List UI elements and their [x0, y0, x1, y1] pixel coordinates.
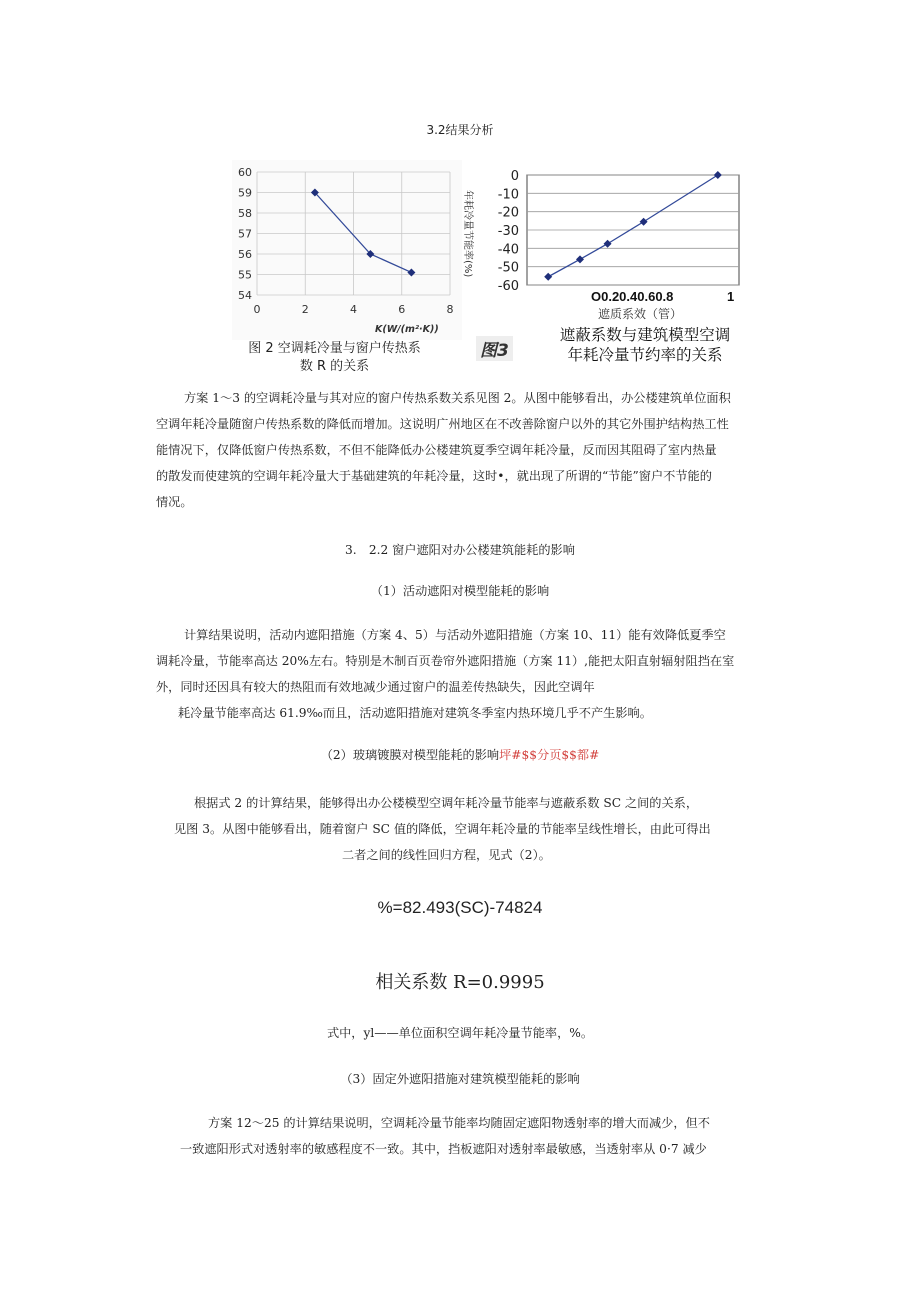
- text-line: 方案 1～3 的空调耗冷量与其对应的窗户传热系数关系见图 2。从图中能够看出，办公楼建筑单位面积: [184, 391, 731, 405]
- paragraph-3: [156, 790, 776, 868]
- data-point: [714, 171, 722, 179]
- data-point: [604, 240, 612, 248]
- text-line: 见图 3。从图中能够看出，随着窗户 SC 值的降低，空调年耗冷量的节能率呈线性增长，由此可得出: [174, 822, 711, 836]
- x-tick-label: 2: [301, 303, 309, 316]
- equation: %=82.493(SC)-74824: [377, 898, 543, 917]
- text-line: 二者之间的线性回归方程，见式（2）。: [342, 848, 551, 862]
- x-axis-label: 遮质系效（管）: [598, 307, 683, 321]
- x-tick-label: 4: [350, 303, 357, 316]
- y-tick-label: -50: [497, 260, 519, 276]
- correlation-coefficient: 相关系数 R=0.9995: [375, 972, 545, 993]
- text-line: 的散发而使建筑的空调年耗冷量大于基础建筑的年耗冷量，这时•，就出现了所谓的“节能”窗户不节能的: [156, 469, 712, 483]
- figure-3-caption: [535, 325, 755, 365]
- caption-line: 遮蔽系数与建筑模型空调: [559, 326, 731, 344]
- paragraph-1: [156, 385, 776, 515]
- text-line: 调耗冷量，节能率高达 20%左右。特别是木制百页卷帘外遮阳措施（方案 11）,能把太阳直射辐射阻挡在室: [156, 654, 735, 668]
- section-title: 3.2结果分析: [426, 123, 494, 137]
- x-tick-labels: O0.20.40.60.8: [591, 289, 674, 304]
- y-tick-label: 55: [238, 268, 252, 282]
- data-point: [640, 218, 648, 226]
- data-point: [576, 255, 584, 263]
- figure-3: [455, 165, 755, 370]
- y-tick-label: -60: [497, 279, 519, 294]
- text-line: 计算结果说明，活动内遮阳措施（方案 4、5）与活动外遮阳措施（方案 10、11）能有效降低夏季空: [184, 628, 726, 642]
- paragraph-2: [156, 622, 781, 726]
- figure-3-label: 图3: [476, 336, 513, 361]
- text-line: 耗冷量节能率高达 61.9‰而且，活动遮阳措施对建筑冬季室内热环境几乎不产生影响。: [178, 706, 652, 720]
- page-break-marker: 坪#$$分页$$都#: [499, 748, 600, 762]
- y-tick-label: -20: [497, 205, 519, 221]
- y-axis-label: 年耗冷量节能率(%): [462, 190, 473, 278]
- heading-2-text: （2）玻璃镀膜对模型能耗的影响: [320, 748, 500, 762]
- data-point: [544, 273, 552, 281]
- heading-2: [0, 742, 920, 768]
- y-tick-label: 54: [238, 289, 252, 302]
- x-tick-last: 1: [727, 289, 735, 304]
- equation-note: 式中，yl——单位面积空调年耗冷量节能率，%。: [326, 1026, 594, 1040]
- caption-line: 图 2 空调耗冷量与窗户传热系: [248, 341, 421, 356]
- figure-2-caption: [232, 340, 437, 376]
- heading-3: （3）固定外遮阳措施对建筑模型能耗的影响: [340, 1072, 580, 1086]
- paragraph-4: [180, 1110, 780, 1162]
- series-line: [548, 175, 718, 277]
- y-tick-label: 58: [238, 207, 252, 220]
- caption-line: 数 R 的关系: [299, 359, 370, 374]
- y-tick-label: 0: [510, 169, 519, 184]
- figure-2-chart: [232, 160, 462, 340]
- heading-1: （1）活动遮阳对模型能耗的影响: [370, 584, 550, 598]
- y-tick-label: -10: [497, 187, 519, 203]
- text-line: 空调年耗冷量随窗户传热系数的降低而增加。这说明广州地区在不改善除窗户以外的其它外围护结构热工性: [156, 417, 729, 431]
- x-tick-label: 0: [253, 303, 261, 316]
- x-tick-label: 6: [398, 303, 406, 316]
- x-axis-label: K(W/(m²·K)): [375, 324, 439, 335]
- y-tick-label: -40: [497, 242, 519, 258]
- text-line: 方案 12～25 的计算结果说明，空调耗冷量节能率均随固定遮阳物透射率的增大而减少，但不: [208, 1116, 710, 1130]
- figure-2: [232, 160, 462, 380]
- heading-3-2-2: 3. 2.2 窗户遮阳对办公楼建筑能耗的影响: [345, 543, 575, 557]
- text-line: 能情况下，仅降低窗户传热系数，不但不能降低办公楼建筑夏季空调年耗冷量，反而因其阻碍了室内热量: [156, 443, 717, 457]
- text-line: 外，同时还因具有较大的热阻而有效地减少通过窗户的温差传热缺失，因此空调年: [156, 680, 595, 694]
- text-line: 一致遮阳形式对透射率的敏感程度不一致。其中，挡板遮阳对透射率最敏感，当透射率从 0·7 减少: [180, 1142, 707, 1156]
- caption-line: 年耗冷量节约率的关系: [567, 346, 723, 364]
- y-tick-label: 59: [238, 186, 252, 200]
- y-tick-label: 60: [238, 166, 252, 179]
- x-tick-label: 8: [446, 303, 454, 316]
- text-line: 情况。: [156, 495, 193, 509]
- y-tick-label: 56: [238, 248, 252, 261]
- y-tick-label: 57: [238, 227, 252, 241]
- figure-3-chart: [455, 165, 755, 300]
- y-tick-label: -30: [497, 224, 519, 239]
- text-line: 根据式 2 的计算结果，能够得出办公楼模型空调年耗冷量节能率与遮蔽系数 SC 之间的关系，: [194, 796, 699, 810]
